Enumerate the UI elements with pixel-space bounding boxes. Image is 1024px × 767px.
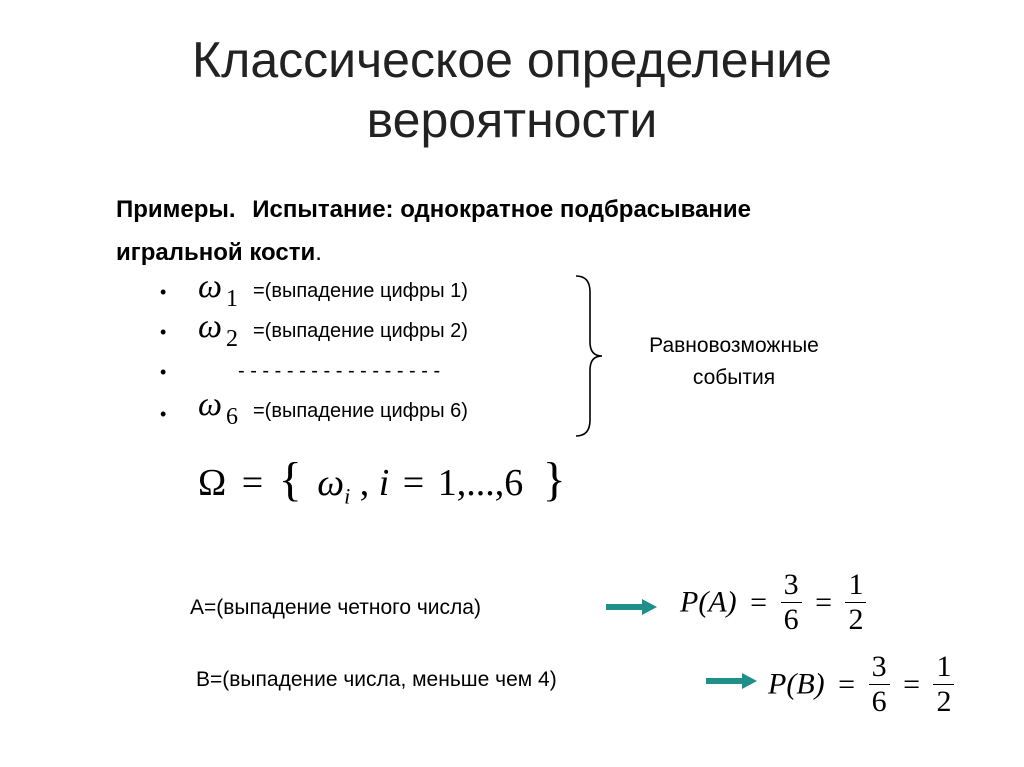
examples-line-1 <box>116 188 1016 231</box>
set-element-subscript: i <box>344 483 351 509</box>
omega-6-subscript: 6 <box>226 404 238 430</box>
omega-2-subscript: 2 <box>226 326 238 352</box>
event-a-eq1: = <box>750 585 768 619</box>
omega-1-subscript: 1 <box>226 286 238 312</box>
omega-1-symbol: ω <box>198 268 223 305</box>
set-comma: , <box>359 462 370 504</box>
event-b-num1: 3 <box>869 650 890 685</box>
event-a-lhs: P(A) <box>680 585 737 619</box>
event-b-den1: 6 <box>871 685 887 718</box>
event-a-text: A=(выпадение четного числа) <box>190 596 481 619</box>
examples-trial: Испытание: однократное подбрасывание <box>252 196 752 223</box>
event-b-fraction-1 <box>869 650 890 719</box>
examples-heading <box>116 188 1016 274</box>
examples-line-2-text: игральной кости <box>116 239 316 266</box>
right-brace-icon <box>572 272 608 440</box>
examples-line-2 <box>116 231 1016 274</box>
outcome-2-text: =(выпадение цифры 2) <box>253 320 468 342</box>
equiprobable-label <box>604 330 864 394</box>
sample-space-equals: = <box>241 462 264 504</box>
set-close-brace: } <box>542 453 566 506</box>
slide-title <box>0 30 1024 150</box>
outcome-ellipsis-dashes: - - - - - - - - - - - - - - - - - <box>238 360 441 382</box>
examples-line-2-period: . <box>315 239 322 266</box>
event-a-den2: 2 <box>848 603 864 636</box>
bullet-3: • <box>160 362 167 382</box>
outcome-1-text: =(выпадение цифры 1) <box>253 280 468 302</box>
event-a-fraction-1 <box>781 568 802 637</box>
set-index-range: 1,...,6 <box>437 462 524 504</box>
set-index-equals: = <box>402 462 425 504</box>
bullet-4: • <box>160 404 167 424</box>
event-a-num2: 1 <box>845 568 866 603</box>
set-index-var: i <box>378 462 390 504</box>
omega-6-symbol: ω <box>198 386 223 423</box>
right-arrow-icon <box>706 672 758 690</box>
event-a-num1: 3 <box>781 568 802 603</box>
event-b-eq2: = <box>903 667 920 701</box>
event-b-fraction-2 <box>933 650 954 719</box>
omega-2-symbol: ω <box>198 308 223 345</box>
event-b-text: B=(выпадение числа, меньше чем 4) <box>196 668 557 691</box>
set-element-omega: ω <box>317 462 345 504</box>
bullet-2: • <box>160 322 167 342</box>
title-line-2: вероятности <box>366 92 658 148</box>
event-a-eq2: = <box>815 585 832 619</box>
sample-space-symbol: Ω <box>198 462 227 504</box>
outcome-6-text: =(выпадение цифры 6) <box>253 400 468 422</box>
event-a-fraction-2 <box>845 568 866 637</box>
equiprobable-line-2: события <box>692 366 776 389</box>
sample-space-formula <box>198 452 566 510</box>
event-b-eq1: = <box>838 667 856 701</box>
right-arrow-icon <box>606 598 658 616</box>
event-a-den1: 6 <box>783 603 799 636</box>
examples-prefix: Примеры. <box>116 196 236 223</box>
event-b-probability <box>768 650 954 719</box>
set-open-brace: { <box>278 453 302 506</box>
event-b-num2: 1 <box>933 650 954 685</box>
equiprobable-line-1: Равновозможные <box>649 334 819 357</box>
title-line-1: Классическое определение <box>192 32 832 88</box>
event-b-den2: 2 <box>936 685 952 718</box>
event-b-lhs: P(B) <box>768 667 825 701</box>
bullet-1: • <box>160 282 167 302</box>
event-a-probability <box>680 568 866 637</box>
